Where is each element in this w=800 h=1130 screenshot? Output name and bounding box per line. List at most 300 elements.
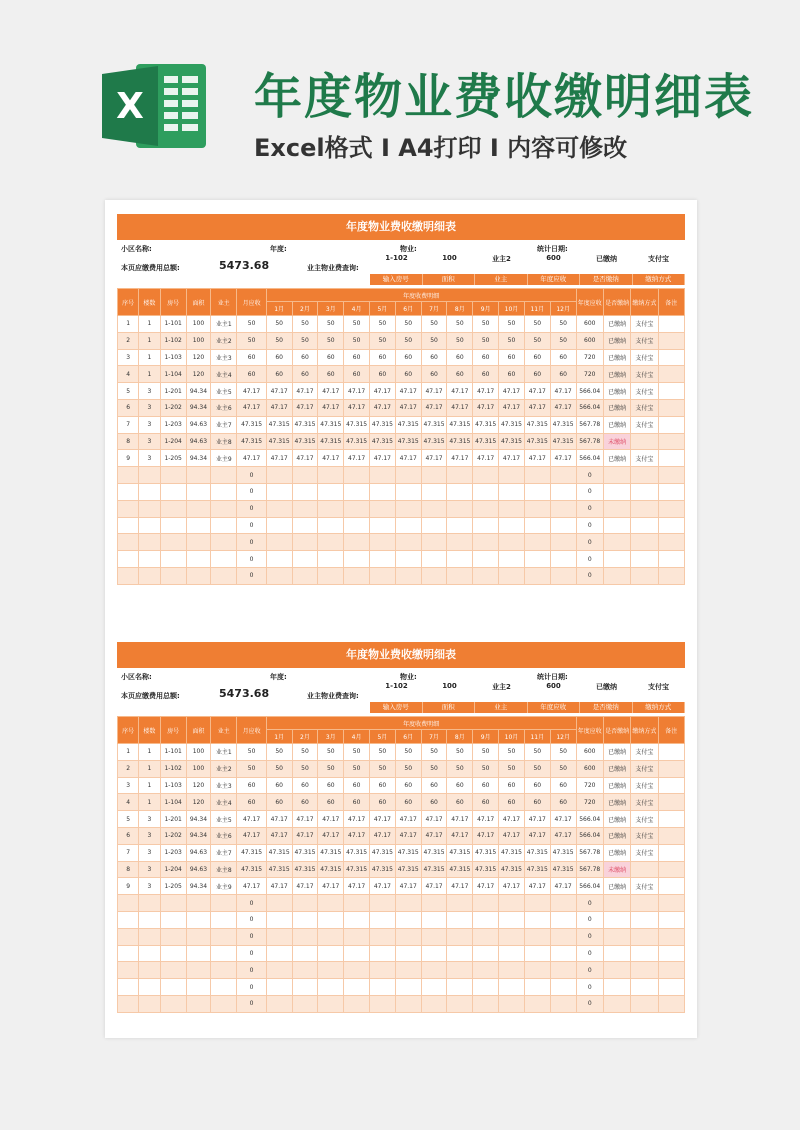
table-row xyxy=(118,760,685,777)
cell-month xyxy=(550,500,576,517)
cell-area xyxy=(186,483,210,500)
table-row xyxy=(118,777,685,794)
table-row xyxy=(118,383,685,400)
cell-owner xyxy=(211,500,237,517)
cell-month: 60 xyxy=(421,366,447,383)
cell-month xyxy=(421,945,447,962)
query-header-bar xyxy=(370,274,685,285)
cell-month: 60 xyxy=(473,366,499,383)
col-header-month: 1月 xyxy=(266,302,292,316)
query-value[interactable]: 1-102 xyxy=(385,682,408,690)
cell-remark xyxy=(658,760,684,777)
cell-month xyxy=(395,911,421,928)
total-value: 5473.68 xyxy=(219,687,270,700)
cell-month: 50 xyxy=(344,316,370,333)
col-header-month: 9月 xyxy=(473,730,499,744)
cell-month xyxy=(344,483,370,500)
info-label-property: 物业: xyxy=(400,673,417,681)
cell-method xyxy=(631,995,658,1012)
cell-month xyxy=(499,467,525,484)
cell-month xyxy=(266,517,292,534)
cell-month: 47.17 xyxy=(318,827,344,844)
cell-month: 47.17 xyxy=(421,399,447,416)
cell-month: 50 xyxy=(266,332,292,349)
cell-monthly: 47.17 xyxy=(237,399,266,416)
cell-month: 47.17 xyxy=(266,450,292,467)
cell-month xyxy=(370,467,396,484)
cell-month: 47.17 xyxy=(473,827,499,844)
cell-month xyxy=(473,945,499,962)
cell-month: 47.17 xyxy=(473,811,499,828)
cell-month: 47.17 xyxy=(370,399,396,416)
table-row xyxy=(118,827,685,844)
cell-month: 50 xyxy=(292,316,318,333)
cell-month xyxy=(473,962,499,979)
cell-month xyxy=(344,517,370,534)
cell-month xyxy=(447,467,473,484)
cell-monthly: 0 xyxy=(237,551,266,568)
cell-month xyxy=(370,517,396,534)
col-header-owner: 业主 xyxy=(211,717,237,744)
cell-method: 支付宝 xyxy=(631,844,658,861)
cell-month xyxy=(421,467,447,484)
cell-month xyxy=(550,534,576,551)
cell-idx: 1 xyxy=(118,316,139,333)
cell-month: 47.17 xyxy=(344,450,370,467)
cell-month: 47.315 xyxy=(266,844,292,861)
cell-idx: 8 xyxy=(118,433,139,450)
cell-month: 60 xyxy=(318,777,344,794)
cell-month xyxy=(473,534,499,551)
cell-annual: 600 xyxy=(576,744,603,761)
info-label-stat-date: 统计日期: xyxy=(537,673,568,681)
cell-month: 47.17 xyxy=(318,811,344,828)
col-header-month: 3月 xyxy=(318,302,344,316)
cell-bld xyxy=(139,467,160,484)
cell-bld: 1 xyxy=(139,760,160,777)
cell-month xyxy=(318,483,344,500)
cell-month: 50 xyxy=(395,744,421,761)
cell-bld xyxy=(139,895,160,912)
cell-month: 47.17 xyxy=(266,811,292,828)
cell-month xyxy=(524,962,550,979)
query-header: 输入房号 xyxy=(370,274,423,285)
cell-month: 47.315 xyxy=(370,416,396,433)
cell-month: 47.17 xyxy=(292,827,318,844)
col-header-month: 12月 xyxy=(550,302,576,316)
cell-month: 47.17 xyxy=(395,450,421,467)
cell-month: 50 xyxy=(524,316,550,333)
cell-idx xyxy=(118,995,139,1012)
cell-area: 100 xyxy=(186,744,210,761)
cell-month: 60 xyxy=(421,349,447,366)
query-header: 缴纳方式 xyxy=(633,274,686,285)
cell-area xyxy=(186,567,210,584)
query-header: 面积 xyxy=(423,702,476,713)
col-header-month: 2月 xyxy=(292,730,318,744)
cell-annual: 567.78 xyxy=(576,433,603,450)
table-row xyxy=(118,861,685,878)
cell-annual: 567.78 xyxy=(576,416,603,433)
cell-month xyxy=(292,979,318,996)
cell-month xyxy=(447,979,473,996)
cell-month: 60 xyxy=(524,366,550,383)
cell-remark xyxy=(658,399,684,416)
cell-paid-status: 已缴纳 xyxy=(603,844,630,861)
cell-month: 60 xyxy=(370,349,396,366)
cell-month xyxy=(370,945,396,962)
cell-month: 50 xyxy=(318,744,344,761)
cell-month xyxy=(266,500,292,517)
cell-month xyxy=(473,979,499,996)
cell-remark xyxy=(658,467,684,484)
cell-bld: 1 xyxy=(139,332,160,349)
table-row xyxy=(118,895,685,912)
cell-month xyxy=(292,567,318,584)
cell-month xyxy=(318,911,344,928)
cell-room xyxy=(160,945,186,962)
col-header-paid: 是否缴纳 xyxy=(603,289,630,316)
cell-method: 支付宝 xyxy=(631,383,658,400)
cell-remark xyxy=(658,962,684,979)
cell-month: 60 xyxy=(344,366,370,383)
cell-month: 47.17 xyxy=(344,399,370,416)
cell-month: 47.17 xyxy=(447,383,473,400)
cell-month xyxy=(421,995,447,1012)
cell-paid-status: 已缴纳 xyxy=(603,878,630,895)
table-row xyxy=(118,517,685,534)
cell-month: 50 xyxy=(499,316,525,333)
cell-remark xyxy=(658,928,684,945)
cell-month: 50 xyxy=(550,316,576,333)
cell-month: 50 xyxy=(447,744,473,761)
cell-month xyxy=(318,517,344,534)
cell-paid-status xyxy=(603,551,630,568)
cell-owner: 业主3 xyxy=(211,349,237,366)
query-header: 业主 xyxy=(475,274,528,285)
cell-area: 94.63 xyxy=(186,433,210,450)
cell-area xyxy=(186,500,210,517)
cell-method xyxy=(631,928,658,945)
cell-month: 47.17 xyxy=(499,450,525,467)
col-header-area: 面积 xyxy=(186,289,210,316)
cell-area xyxy=(186,534,210,551)
cell-paid-status: 已缴纳 xyxy=(603,777,630,794)
cell-month: 47.17 xyxy=(447,399,473,416)
cell-month: 50 xyxy=(550,760,576,777)
cell-month xyxy=(344,979,370,996)
cell-month: 60 xyxy=(344,777,370,794)
cell-month xyxy=(447,483,473,500)
cell-month: 47.17 xyxy=(395,399,421,416)
cell-monthly: 0 xyxy=(237,962,266,979)
cell-method: 支付宝 xyxy=(631,827,658,844)
cell-area: 94.34 xyxy=(186,450,210,467)
cell-month: 47.17 xyxy=(447,450,473,467)
cell-month: 47.17 xyxy=(550,450,576,467)
cell-room: 1-104 xyxy=(160,794,186,811)
cell-remark xyxy=(658,827,684,844)
cell-month: 47.17 xyxy=(524,383,550,400)
cell-area: 94.63 xyxy=(186,844,210,861)
cell-bld: 3 xyxy=(139,416,160,433)
cell-month: 47.17 xyxy=(421,827,447,844)
cell-bld: 3 xyxy=(139,450,160,467)
cell-month: 47.17 xyxy=(292,878,318,895)
cell-paid-status xyxy=(603,483,630,500)
cell-annual: 0 xyxy=(576,567,603,584)
cell-month: 50 xyxy=(473,744,499,761)
cell-month xyxy=(499,517,525,534)
cell-room: 1-101 xyxy=(160,744,186,761)
cell-month xyxy=(447,534,473,551)
table-row xyxy=(118,467,685,484)
cell-month: 47.315 xyxy=(499,844,525,861)
cell-month xyxy=(318,551,344,568)
col-header-annual: 年度应收 xyxy=(576,717,603,744)
query-value: 业主2 xyxy=(492,683,511,691)
cell-month xyxy=(499,567,525,584)
cell-owner: 业主6 xyxy=(211,827,237,844)
cell-month: 47.17 xyxy=(318,878,344,895)
cell-month: 47.17 xyxy=(344,878,370,895)
cell-bld xyxy=(139,911,160,928)
query-header-bar xyxy=(370,702,685,713)
cell-remark xyxy=(658,777,684,794)
cell-monthly: 60 xyxy=(237,794,266,811)
cell-owner: 业主1 xyxy=(211,744,237,761)
cell-idx: 3 xyxy=(118,349,139,366)
cell-idx: 1 xyxy=(118,744,139,761)
cell-month: 60 xyxy=(292,794,318,811)
cell-paid-status xyxy=(603,500,630,517)
table-row xyxy=(118,316,685,333)
cell-monthly: 47.17 xyxy=(237,383,266,400)
cell-month: 47.17 xyxy=(524,878,550,895)
table-row xyxy=(118,995,685,1012)
cell-month xyxy=(499,534,525,551)
cell-month xyxy=(370,500,396,517)
cell-month xyxy=(292,467,318,484)
cell-month: 47.17 xyxy=(266,399,292,416)
cell-owner: 业主2 xyxy=(211,760,237,777)
cell-monthly: 60 xyxy=(237,777,266,794)
cell-method: 支付宝 xyxy=(631,811,658,828)
cell-month xyxy=(447,551,473,568)
cell-month xyxy=(524,500,550,517)
cell-month: 47.17 xyxy=(473,383,499,400)
cell-month: 50 xyxy=(499,744,525,761)
cell-room: 1-202 xyxy=(160,827,186,844)
cell-month xyxy=(344,895,370,912)
cell-annual: 0 xyxy=(576,979,603,996)
cell-paid-status: 已缴纳 xyxy=(603,383,630,400)
cell-month: 60 xyxy=(266,777,292,794)
col-header-month: 8月 xyxy=(447,302,473,316)
cell-month xyxy=(292,551,318,568)
cell-paid-status: 已缴纳 xyxy=(603,811,630,828)
cell-month xyxy=(370,483,396,500)
cell-paid-status: 已缴纳 xyxy=(603,332,630,349)
cell-month xyxy=(266,467,292,484)
cell-bld xyxy=(139,551,160,568)
cell-month: 47.17 xyxy=(447,811,473,828)
cell-month: 50 xyxy=(524,744,550,761)
cell-month: 50 xyxy=(292,744,318,761)
cell-area xyxy=(186,995,210,1012)
cell-month xyxy=(473,995,499,1012)
cell-month: 60 xyxy=(447,777,473,794)
cell-bld: 3 xyxy=(139,399,160,416)
cell-month: 50 xyxy=(524,332,550,349)
cell-month: 50 xyxy=(447,760,473,777)
cell-idx: 8 xyxy=(118,861,139,878)
table-row xyxy=(118,500,685,517)
cell-room xyxy=(160,500,186,517)
sheet xyxy=(117,214,685,585)
cell-month: 47.315 xyxy=(318,433,344,450)
cell-idx: 6 xyxy=(118,827,139,844)
cell-owner xyxy=(211,551,237,568)
col-header-method: 缴纳方式 xyxy=(631,717,658,744)
cell-month: 47.315 xyxy=(550,844,576,861)
cell-month xyxy=(499,551,525,568)
col-header-paid: 是否缴纳 xyxy=(603,717,630,744)
cell-month: 47.17 xyxy=(266,383,292,400)
query-value[interactable]: 1-102 xyxy=(385,254,408,262)
cell-remark xyxy=(658,861,684,878)
cell-remark xyxy=(658,794,684,811)
cell-month: 60 xyxy=(447,794,473,811)
cell-remark xyxy=(658,332,684,349)
cell-month xyxy=(447,567,473,584)
cell-idx: 6 xyxy=(118,399,139,416)
cell-method xyxy=(631,567,658,584)
cell-method: 支付宝 xyxy=(631,316,658,333)
cell-month: 47.315 xyxy=(292,433,318,450)
cell-month: 47.17 xyxy=(395,383,421,400)
cell-annual: 600 xyxy=(576,316,603,333)
cell-month: 47.17 xyxy=(524,811,550,828)
cell-month: 47.17 xyxy=(266,878,292,895)
cell-annual: 600 xyxy=(576,332,603,349)
cell-month: 60 xyxy=(370,777,396,794)
cell-month xyxy=(318,500,344,517)
cell-idx xyxy=(118,979,139,996)
cell-month: 47.17 xyxy=(421,383,447,400)
cell-month xyxy=(318,945,344,962)
cell-month: 50 xyxy=(292,332,318,349)
cell-month xyxy=(421,895,447,912)
cell-annual: 720 xyxy=(576,777,603,794)
cell-month xyxy=(370,551,396,568)
cell-month xyxy=(550,962,576,979)
cell-monthly: 0 xyxy=(237,995,266,1012)
cell-month: 60 xyxy=(550,794,576,811)
cell-area xyxy=(186,979,210,996)
cell-month xyxy=(344,928,370,945)
cell-area: 94.63 xyxy=(186,416,210,433)
cell-month xyxy=(266,567,292,584)
cell-month: 47.315 xyxy=(447,433,473,450)
query-value: 支付宝 xyxy=(648,255,669,263)
cell-idx xyxy=(118,467,139,484)
cell-month xyxy=(395,551,421,568)
cell-month xyxy=(499,911,525,928)
cell-month: 47.17 xyxy=(292,383,318,400)
cell-method: 支付宝 xyxy=(631,794,658,811)
cell-month xyxy=(318,534,344,551)
col-header-room: 房号 xyxy=(160,717,186,744)
cell-bld: 1 xyxy=(139,349,160,366)
cell-month: 50 xyxy=(550,744,576,761)
cell-month: 47.17 xyxy=(370,827,396,844)
table-row xyxy=(118,534,685,551)
cell-bld xyxy=(139,483,160,500)
cell-room: 1-204 xyxy=(160,861,186,878)
cell-idx: 4 xyxy=(118,366,139,383)
cell-month: 60 xyxy=(395,366,421,383)
cell-owner xyxy=(211,483,237,500)
cell-month xyxy=(395,895,421,912)
table-row xyxy=(118,450,685,467)
table-row xyxy=(118,844,685,861)
cell-month: 47.17 xyxy=(499,399,525,416)
table-row xyxy=(118,928,685,945)
cell-month: 47.17 xyxy=(447,878,473,895)
cell-monthly: 0 xyxy=(237,567,266,584)
cell-month: 50 xyxy=(370,760,396,777)
cell-month xyxy=(292,895,318,912)
cell-month xyxy=(395,483,421,500)
cell-month xyxy=(524,945,550,962)
cell-owner: 业主5 xyxy=(211,811,237,828)
cell-month: 47.315 xyxy=(473,844,499,861)
cell-idx: 7 xyxy=(118,844,139,861)
cell-month: 47.315 xyxy=(344,844,370,861)
cell-monthly: 47.17 xyxy=(237,878,266,895)
cell-idx: 2 xyxy=(118,760,139,777)
table-row xyxy=(118,399,685,416)
cell-room xyxy=(160,962,186,979)
cell-owner: 业主9 xyxy=(211,878,237,895)
cell-remark xyxy=(658,878,684,895)
cell-annual: 566.04 xyxy=(576,383,603,400)
cell-bld: 1 xyxy=(139,366,160,383)
table-row xyxy=(118,349,685,366)
cell-month: 47.17 xyxy=(344,383,370,400)
query-header: 业主 xyxy=(475,702,528,713)
cell-month: 47.17 xyxy=(550,878,576,895)
cell-month: 50 xyxy=(395,316,421,333)
cell-month xyxy=(421,483,447,500)
cell-remark xyxy=(658,416,684,433)
query-value: 业主2 xyxy=(492,255,511,263)
cell-month xyxy=(421,517,447,534)
cell-monthly: 0 xyxy=(237,895,266,912)
cell-monthly: 47.315 xyxy=(237,861,266,878)
cell-monthly: 0 xyxy=(237,945,266,962)
cell-month: 50 xyxy=(499,760,525,777)
col-header-month: 3月 xyxy=(318,730,344,744)
cell-month xyxy=(344,551,370,568)
cell-annual: 0 xyxy=(576,483,603,500)
cell-paid-status xyxy=(603,567,630,584)
cell-room: 1-201 xyxy=(160,811,186,828)
cell-month: 60 xyxy=(524,777,550,794)
cell-method: 支付宝 xyxy=(631,744,658,761)
cell-remark xyxy=(658,500,684,517)
